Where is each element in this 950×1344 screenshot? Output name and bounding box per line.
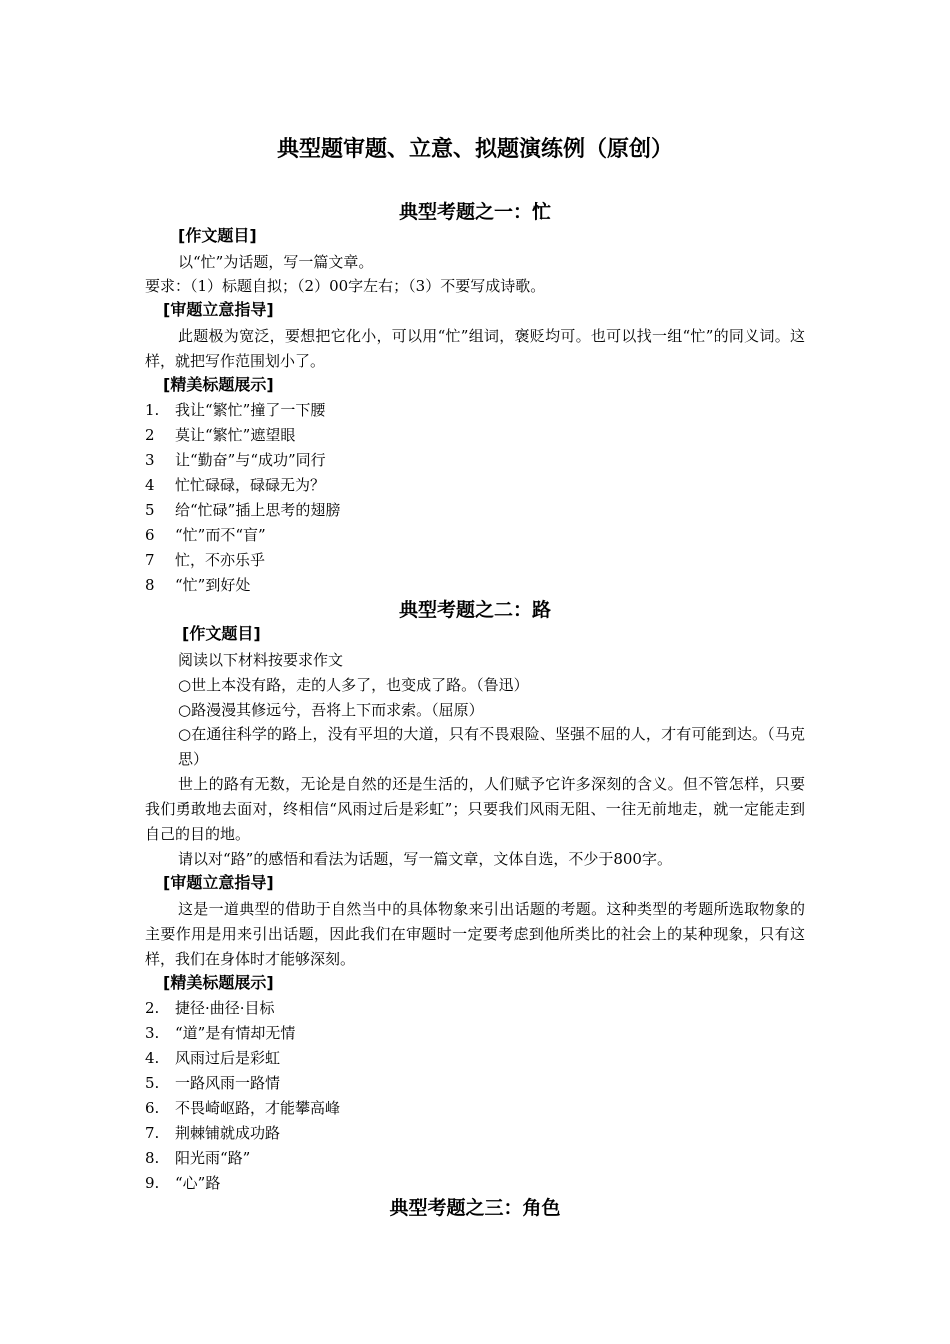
list-item: 6 “忙”而不“盲” [145,526,266,544]
list-item: 6. 不畏崎岖路，才能攀高峰 [145,1099,341,1117]
list-item: 7 忙，不亦乐乎 [145,551,266,569]
q2-guide: 这是一道典型的借助于自然当中的具体物象来引出话题的考题。这种类型的考题所选取物象的主要作用是用来引出话题，因此我们在审题时一定要考虑到他所类比的社会上的某种现象，只有这样，我们在身体时才能够深刻。 [145,900,805,968]
q1-heading: 典型考题之一：忙 [398,201,551,223]
q1-prompt-label: [作文题目] [178,226,257,245]
q1-guide-label: [审题立意指导] [163,300,274,319]
list-item: 8 “忙”到好处 [145,576,251,594]
list-item: 1. 我让“繁忙”撞了一下腰 [145,401,326,419]
list-item: 7. 荆棘铺就成功路 [145,1124,281,1142]
q1-titles-label: [精美标题展示] [163,375,274,394]
q2-quote-3: ○在通往科学的路上，没有平坦的大道，只有不畏艰险、坚强不屈的人，才有可能到达。（马克思） [178,725,805,768]
q2-quote-1: ○世上本没有路，走的人多了，也变成了路。（鲁迅） [178,676,529,694]
q2-quote-2: ○路漫漫其修远兮，吾将上下而求索。（屈原） [178,701,484,719]
q2-intro: 阅读以下材料按要求作文 [178,651,344,669]
list-item: 4 忙忙碌碌，碌碌无为？ [145,476,326,494]
list-item: 4. 风雨过后是彩虹 [145,1049,281,1067]
document-title: 典型题审题、立意、拟题演练例（原创） [276,137,673,162]
list-item: 5 给“忙碌”插上思考的翅膀 [145,501,341,519]
q1-requirements: 要求：（1）标题自拟；（2）00字左右；（3）不要写成诗歌。 [145,277,546,295]
q2-heading: 典型考题之二：路 [398,599,551,621]
q2-material: 世上的路有无数，无论是自然的还是生活的，人们赋予它许多深刻的含义。但不管怎样，只要我们勇敢地去面对，终相信“风雨过后是彩虹”；只要我们风雨无阻、一往无前地走，就一定能走到自己的目的地。 [145,775,805,843]
list-item: 3. “道”是有情却无情 [145,1024,296,1042]
q2-task: 请以对“路”的感悟和看法为话题，写一篇文章，文体自选，不少于800字。 [178,850,672,868]
list-item: 5. 一路风雨一路情 [145,1074,281,1092]
list-item: 2. 捷径·曲径·目标 [145,999,275,1017]
list-item: 8. 阳光雨“路” [145,1149,251,1167]
q1-prompt: 以“忙”为话题，写一篇文章。 [178,253,374,271]
list-item: 2 莫让“繁忙”遮望眼 [145,426,296,444]
q2-prompt-label: [作文题目] [182,624,261,643]
list-item: 3 让“勤奋”与“成功”同行 [145,451,326,469]
q1-guide: 此题极为宽泛，要想把它化小，可以用“忙”组词，褒贬均可。也可以找一组“忙”的同义词。这样，就把写作范围划小了。 [145,327,805,370]
q3-heading: 典型考题之三：角色 [389,1197,561,1219]
q2-titles-label: [精美标题展示] [163,973,274,992]
list-item: 9. “心”路 [145,1174,221,1192]
q2-guide-label: [审题立意指导] [163,873,274,892]
